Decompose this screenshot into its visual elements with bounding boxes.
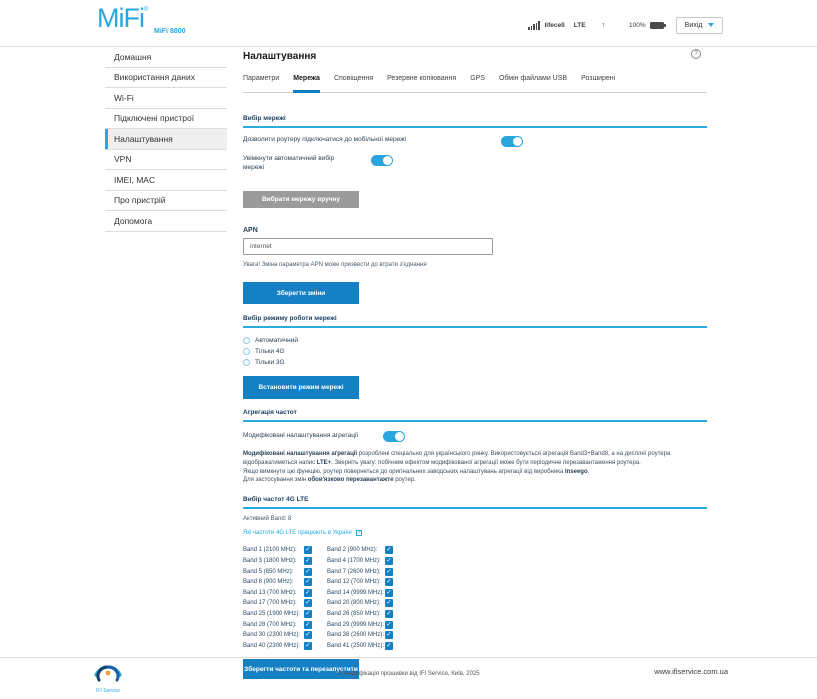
- tab-advanced[interactable]: Розширені: [581, 75, 616, 82]
- band-label: Band 14 (9999 MHz):: [327, 589, 385, 596]
- band-label: Band 17 (700 MHz):: [243, 600, 297, 607]
- sidebar-item-about-device[interactable]: [105, 191, 227, 212]
- network-mode-options: [243, 335, 707, 368]
- section-heading-bands: Вибір частот 4G LTE: [243, 496, 707, 509]
- allow-mobile-network-toggle[interactable]: [501, 136, 523, 147]
- radio-option-auto[interactable]: [243, 335, 707, 346]
- band-row: [243, 545, 707, 556]
- radio-icon: [243, 359, 250, 366]
- aggregation-paragraph-3: Для застосування змін обов'язково перезавантажте роутер.: [243, 477, 416, 484]
- data-activity-icon: ↑: [601, 21, 606, 29]
- footer-website-link[interactable]: www.ifiservice.com.ua: [654, 667, 728, 676]
- apn-label: APN: [243, 227, 258, 234]
- band-label: Band 13 (700 MHz):: [243, 589, 297, 596]
- mifi-logo: [97, 3, 217, 43]
- band-row: [243, 609, 707, 620]
- band-checkbox-grid: [243, 545, 707, 651]
- footer-copyright: © Модифікація прошивки від IFI Service, Київ, 2025: [337, 671, 480, 677]
- sidebar-item-label: Про пристрій: [114, 195, 166, 206]
- tab-parameters[interactable]: Параметри: [243, 75, 280, 82]
- band-row: [243, 577, 707, 588]
- sidebar-item-settings[interactable]: [105, 129, 227, 150]
- modified-aggregation-row: [243, 432, 707, 439]
- sidebar-item-help[interactable]: [105, 211, 227, 232]
- band-label: Band 28 (700 MHz):: [243, 621, 297, 628]
- band-label: Band 8 (900 MHz):: [243, 579, 294, 586]
- sidebar-item-imei-mac[interactable]: [105, 170, 227, 191]
- radio-label: Тільки 4G: [255, 348, 285, 355]
- exit-button-label: Вихід: [684, 21, 703, 29]
- band-label: Band 26 (850 MHz):: [327, 611, 381, 618]
- sidebar-item-home[interactable]: [105, 47, 227, 68]
- radio-label: Тільки 3G: [255, 359, 285, 366]
- sidebar-item-label: VPN: [114, 154, 132, 165]
- band-label: Band 30 (2300 MHz):: [243, 632, 301, 639]
- external-link-icon[interactable]: ↗: [356, 530, 361, 537]
- band-row: [243, 598, 707, 609]
- auto-network-select-toggle[interactable]: [371, 155, 393, 166]
- band-label: Band 40 (2300 MHz):: [243, 642, 301, 649]
- battery-percent: 100%: [629, 21, 646, 29]
- section-heading-aggregation: Агрегація частот: [243, 409, 707, 422]
- allow-mobile-network-label: Дозволити роутеру підключатися до мобільної мережі: [243, 136, 406, 143]
- band-checkbox[interactable]: [304, 621, 312, 629]
- main-content: [243, 47, 707, 679]
- tab-usb-file-sharing[interactable]: Обмін файлами USB: [498, 75, 568, 82]
- section-heading-network-selection: Вибір мережі: [243, 115, 707, 128]
- apn-warning: Увага! Зміна параметра APN може призвести до втрати з'єднання: [243, 262, 427, 268]
- radio-icon: [243, 348, 250, 355]
- help-icon[interactable]: ?: [691, 49, 701, 59]
- band-label: Band 20 (800 MHz):: [327, 600, 381, 607]
- band-checkbox[interactable]: [385, 568, 393, 576]
- band-checkbox[interactable]: [304, 557, 312, 565]
- aggregation-paragraph-2: Якщо вимкнути цю функцію, роутер повернеться до оригінальних заводських налаштувань агрегації від виробника Inseego.: [243, 468, 590, 475]
- band-label: Band 12 (700 MHz):: [327, 579, 381, 586]
- active-band-text: Активний Band: 8: [243, 516, 292, 523]
- sidebar-item-label: Домашня: [114, 51, 152, 62]
- aggregation-description: [243, 450, 707, 485]
- set-network-mode-button[interactable]: Встановити режим мережі: [243, 376, 359, 399]
- sidebar-item-label: Wi-Fi: [114, 92, 134, 103]
- section-heading-network-mode: Вибір режиму роботи мережі: [243, 315, 707, 328]
- band-checkbox[interactable]: [385, 610, 393, 618]
- band-checkbox[interactable]: [304, 546, 312, 554]
- device-model: MiFi 8800: [154, 28, 186, 35]
- battery-icon: [650, 22, 664, 29]
- band-checkbox[interactable]: [385, 557, 393, 565]
- band-checkbox[interactable]: [304, 642, 312, 650]
- sidebar-item-label: IMEI, MAC: [114, 174, 156, 185]
- mifi-logo-text: MiFi: [97, 3, 144, 33]
- auto-network-select-label: Увімкнути автоматичний вибір мережі: [243, 155, 335, 171]
- band-row: [243, 566, 707, 577]
- registered-mark: ®: [143, 7, 149, 13]
- band-checkbox[interactable]: [385, 621, 393, 629]
- chevron-down-icon: [708, 23, 714, 27]
- radio-label: Автоматичний: [255, 337, 298, 344]
- network-type-badge: LTE: [573, 21, 586, 29]
- band-checkbox[interactable]: [385, 599, 393, 607]
- sidebar-item-wifi[interactable]: [105, 88, 227, 109]
- band-checkbox[interactable]: [385, 642, 393, 650]
- band-checkbox[interactable]: [385, 578, 393, 586]
- select-network-manually-button[interactable]: Вибрати мережу вручну: [243, 191, 359, 208]
- radio-option-3g-only[interactable]: [243, 357, 707, 368]
- band-checkbox[interactable]: [304, 599, 312, 607]
- band-label: Band 29 (9999 MHz):: [327, 621, 385, 628]
- auto-network-select-row: [243, 154, 707, 176]
- band-checkbox[interactable]: [304, 631, 312, 639]
- bold-text: Inseego: [564, 468, 588, 475]
- sidebar-item-connected-devices[interactable]: [105, 109, 227, 130]
- tab-bar: [243, 75, 707, 93]
- signal-bars-icon: [528, 21, 540, 30]
- save-bands-restart-button[interactable]: Зберегти частоти та перезапустити: [243, 659, 359, 679]
- exit-button[interactable]: [676, 17, 724, 34]
- band-label: Band 25 (1900 MHz):: [243, 611, 301, 618]
- tab-notifications[interactable]: Сповіщення: [333, 75, 374, 82]
- band-row: [243, 619, 707, 630]
- sidebar-item-vpn[interactable]: [105, 150, 227, 171]
- band-row: [243, 556, 707, 567]
- band-label: Band 38 (2600 MHz):: [327, 632, 385, 639]
- footer: [0, 657, 817, 699]
- band-label: Band 1 (2100 MHz):: [243, 547, 297, 554]
- carrier-name: lifecell: [544, 21, 565, 29]
- tab-network[interactable]: Мережа: [293, 75, 320, 93]
- sidebar-item-label: Допомога: [114, 215, 153, 226]
- sidebar-item-label: Використання даних: [114, 72, 195, 83]
- bold-text: LTE+: [316, 459, 332, 466]
- radio-option-4g-only[interactable]: [243, 346, 707, 357]
- sidebar: [105, 47, 227, 232]
- band-label: Band 2 (900 MHz):: [327, 547, 378, 554]
- top-bar: [0, 0, 817, 47]
- band-row: [243, 630, 707, 641]
- sidebar-item-label: Налаштування: [114, 133, 173, 144]
- save-changes-button[interactable]: Зберегти зміни: [243, 282, 359, 304]
- band-checkbox[interactable]: [385, 589, 393, 597]
- bold-text: обов'язково перезавантажте: [307, 477, 394, 484]
- bold-text: Модифіковані налаштування агрегації: [243, 451, 358, 457]
- ifi-service-logo-text: IFI Service: [96, 688, 120, 694]
- page-title: Налаштування: [243, 51, 317, 62]
- aggregation-paragraph-1: Модифіковані налаштування агрегації розроблені спеціально для українського ринку. Використовується агрегація Band3+Band8, а на дисплеї роутера відображатиметься напис LTE+. Зверніть увагу: побічним ефектом модифікованої агрегації може бути періодичне перезавантаження роутера.: [243, 451, 671, 466]
- band-label: Band 4 (1700 MHz):: [327, 558, 381, 565]
- tab-gps[interactable]: GPS: [470, 75, 485, 82]
- band-checkbox[interactable]: [304, 610, 312, 618]
- band-row: [243, 641, 707, 652]
- sidebar-item-data-usage[interactable]: [105, 68, 227, 89]
- band-checkbox[interactable]: [385, 631, 393, 639]
- status-cluster: [528, 16, 723, 34]
- band-label: Band 5 (850 MHz):: [243, 568, 294, 575]
- band-row: [243, 588, 707, 599]
- band-checkbox[interactable]: [304, 568, 312, 576]
- band-checkbox[interactable]: [304, 589, 312, 597]
- sidebar-item-label: Підключені пристрої: [114, 113, 195, 124]
- modified-aggregation-toggle[interactable]: [383, 431, 405, 442]
- ifi-service-logo: [88, 661, 128, 694]
- band-checkbox[interactable]: [304, 578, 312, 586]
- radio-icon: [243, 337, 250, 344]
- allow-mobile-network-row: [243, 136, 707, 143]
- band-label: Band 41 (2500 MHz):: [327, 642, 385, 649]
- band-label: Band 3 (1800 MHz):: [243, 558, 297, 565]
- band-label: Band 7 (2600 MHz):: [327, 568, 381, 575]
- modified-aggregation-label: Модифіковані налаштування агрегації: [243, 432, 359, 439]
- band-checkbox[interactable]: [385, 546, 393, 554]
- band-info-link[interactable]: Які частоти 4G LTE працюють в Україні: [243, 530, 352, 537]
- apn-input[interactable]: [243, 238, 493, 255]
- tab-backup[interactable]: Резервне копіювання: [387, 75, 457, 82]
